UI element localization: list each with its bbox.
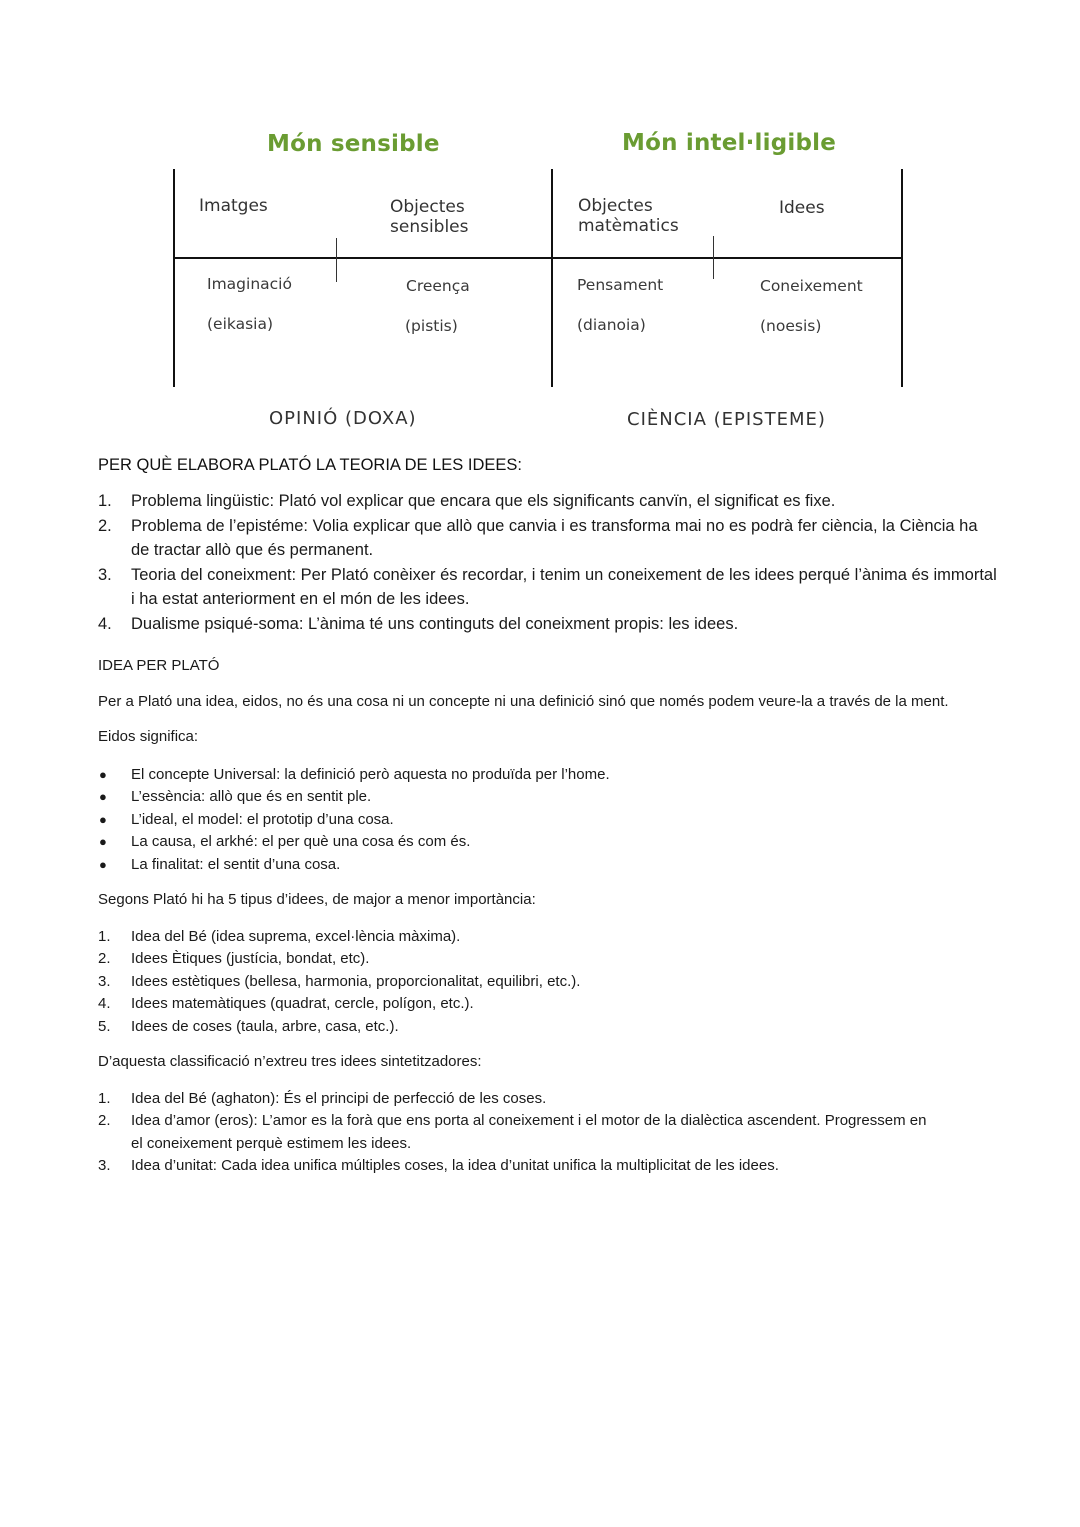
list-text: El concepte Universal: la definició però aquesta no produïda per l’home.	[131, 765, 610, 783]
object-label-sensible-line1: Objectes	[390, 197, 465, 217]
faculty-label-thought: Pensament	[577, 276, 664, 294]
faculty-label-belief: Creença	[406, 277, 470, 295]
list-number: 1.	[98, 1089, 111, 1107]
list-text: L’ideal, el model: el prototip d’una cosa.	[131, 810, 394, 828]
section-idea-per-plato	[98, 655, 998, 1178]
world-title-sensible: Món sensible	[267, 131, 440, 157]
list-text: Idees matemàtiques (quadrat, cercle, polígon, etc.).	[131, 995, 474, 1012]
bullet-icon: ●	[99, 766, 107, 782]
object-label-sensible-line2: sensibles	[390, 217, 469, 237]
list-item	[98, 764, 998, 787]
list-text: Idea d’unitat: Cada idea unifica múltiples coses, la idea d’unitat unifica la multiplicitat de les idees.	[131, 1157, 779, 1174]
list-number: 3.	[98, 972, 111, 990]
faculty-label-imagination: Imaginació	[207, 275, 292, 293]
list-text: L’essència: allò que és en sentit ple.	[131, 788, 372, 805]
bullet-icon: ●	[99, 789, 107, 804]
list-item	[98, 854, 998, 877]
list-number: 3.	[98, 565, 112, 584]
list-text: Idea del Bé (idea suprema, excel·lència màxima).	[131, 927, 461, 945]
reasons-list	[98, 489, 998, 636]
list-number: 4.	[98, 995, 111, 1012]
bullet-icon: ●	[99, 811, 107, 827]
object-label-ideas: Idees	[779, 198, 825, 218]
idea-types-list	[98, 926, 998, 1039]
object-label-mathematical-line2: matèmatics	[578, 216, 679, 236]
object-label-images: Imatges	[199, 196, 268, 216]
list-text: Problema de l’epistéme: Volia explicar que allò que canvia i es transforma mai no es podrà fer ciència, la Ciència ha de tractar allò que és permanent.	[131, 516, 978, 559]
list-text: Idees de coses (taula, arbre, casa, etc.).	[131, 1017, 399, 1035]
faculty-label-knowledge: Coneixement	[760, 277, 863, 295]
list-item	[98, 993, 998, 1016]
list-item	[98, 489, 998, 514]
list-text: Problema lingüistic: Plató vol explicar que encara que els significants canvïn, el significat es fixe.	[131, 492, 836, 510]
diagram-subdivision-tick-sensible	[336, 238, 337, 282]
list-item	[98, 514, 998, 563]
diagram-center-divider	[551, 169, 553, 387]
list-text: Teoria del coneixment: Per Plató conèixer és recordar, i tenim un coneixement de les idees perqué l’ànima és immortal i ha estat anteriorment en el món de les idees.	[131, 565, 997, 608]
diagram-subdivision-tick-intelligible	[713, 236, 714, 279]
list-text: Idees Ètiques (justícia, bondat, etc).	[131, 950, 370, 967]
list-text: La finalitat: el sentit d’una cosa.	[131, 855, 341, 873]
idea-definition-paragraph: Per a Plató una idea, eidos, no és una cosa ni un concepte ni una definició sinó que només podem veure-la a través de la ment.	[98, 692, 949, 710]
faculty-term-noesis: (noesis)	[760, 317, 822, 335]
section-heading: PER QUÈ ELABORA PLATÓ LA TEORIA DE LES IDEES:	[98, 456, 522, 474]
list-item	[98, 786, 998, 809]
diagram-right-border	[901, 169, 903, 387]
bullet-icon: ●	[99, 834, 107, 849]
list-text: La causa, el arkhé: el per què una cosa és com és.	[131, 833, 471, 850]
list-item	[98, 809, 998, 832]
object-label-mathematical-line1: Objectes	[578, 196, 653, 216]
section-why-theory-of-ideas	[98, 456, 998, 636]
list-text: Idea del Bé (aghaton): És el principi de perfecció de les coses.	[131, 1089, 547, 1107]
list-number: 2.	[98, 950, 111, 967]
list-item	[98, 612, 998, 637]
list-text: Dualisme psiqué-soma: L’ànima té uns continguts del coneixment propis: les idees.	[131, 614, 739, 633]
bullet-icon: ●	[99, 856, 107, 872]
list-number: 2.	[98, 516, 112, 535]
list-number: 3.	[98, 1157, 111, 1174]
footer-label-opinion: OPINIÓ (DOXA)	[269, 408, 417, 429]
list-item	[98, 563, 998, 612]
divided-line-diagram	[0, 0, 1080, 450]
list-text: Idea d’amor (eros): L’amor es la forà que ens porta al coneixement i el motor de la dialèctica ascendent. Progressem en el coneixement perquè estimem les idees.	[131, 1112, 927, 1152]
list-text: Idees estètiques (bellesa, harmonia, proporcionalitat, equilibri, etc.).	[131, 972, 581, 990]
list-item	[98, 948, 998, 971]
list-item	[98, 831, 998, 854]
faculty-term-pistis: (pistis)	[405, 317, 458, 335]
list-number: 5.	[98, 1017, 111, 1035]
synthesizing-ideas-list	[98, 1088, 928, 1178]
list-item	[98, 1110, 928, 1155]
eidos-intro: Eidos significa:	[98, 728, 199, 745]
faculty-term-dianoia: (dianoia)	[577, 316, 646, 334]
section-heading: IDEA PER PLATÓ	[98, 657, 220, 674]
list-item	[98, 1155, 928, 1178]
list-item	[98, 1016, 998, 1039]
list-number: 2.	[98, 1112, 111, 1129]
faculty-term-eikasia: (eikasia)	[207, 315, 274, 333]
eidos-meanings-list	[98, 764, 998, 877]
list-item	[98, 1088, 928, 1111]
diagram-horizontal-line	[173, 257, 903, 259]
list-number: 1.	[98, 927, 111, 945]
list-item	[98, 926, 998, 949]
list-number: 4.	[98, 614, 112, 633]
types-intro: Segons Plató hi ha 5 tipus d’idees, de major a menor importància:	[98, 891, 536, 908]
list-item	[98, 971, 998, 994]
footer-label-science: CIÈNCIA (EPISTEME)	[627, 409, 826, 430]
list-number: 1.	[98, 492, 112, 510]
diagram-left-border	[173, 169, 175, 387]
world-title-intelligible: Món intel·ligible	[622, 130, 837, 156]
synth-intro: D’aquesta classificació n’extreu tres idees sintetitzadores:	[98, 1053, 482, 1070]
